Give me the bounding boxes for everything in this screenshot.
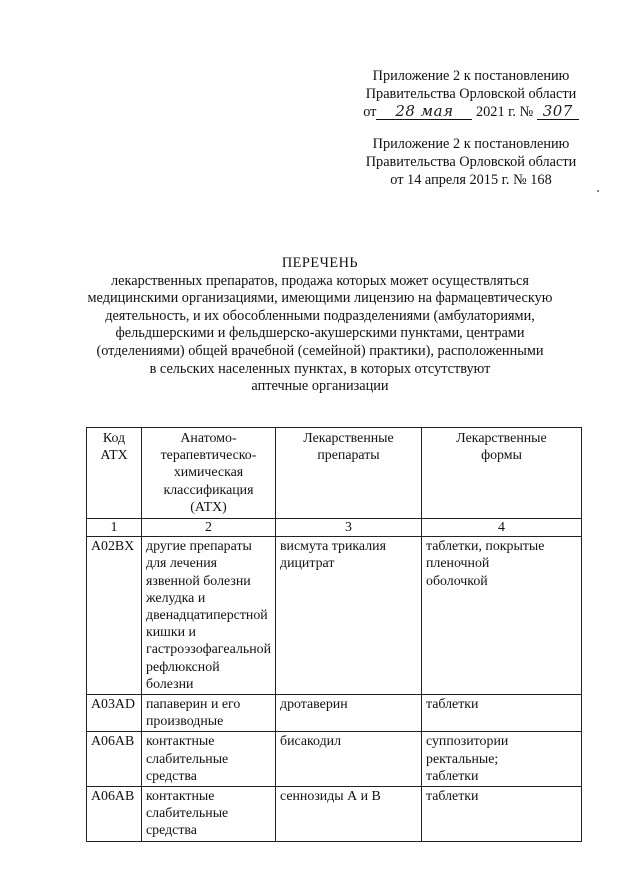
column-number-row — [87, 519, 582, 537]
classification-cell-line: двенадцатиперстной — [146, 608, 268, 624]
header-code-line: Код — [102, 431, 126, 446]
form-cell-line: таблетки — [426, 789, 479, 805]
appendix-original-line3: от 14 апреля 2015 г. № 168 — [390, 172, 552, 188]
form-cell-line: ректальные; — [426, 751, 499, 767]
date-prefix: от — [363, 104, 377, 120]
form-cell — [422, 787, 582, 842]
classification-cell-line: контактные — [146, 734, 215, 750]
handwritten-number: 307 — [537, 104, 579, 120]
classification-cell-line: слабительные — [146, 751, 229, 767]
classification-cell-line: кишки и — [146, 625, 196, 641]
table-row — [87, 787, 582, 842]
appendix-current-line1: Приложение 2 к постановлению — [372, 68, 570, 84]
header-forms-line: формы — [481, 448, 522, 464]
drug-cell-line: дицитрат — [280, 556, 335, 572]
form-cell — [422, 732, 582, 787]
drug-cell — [276, 732, 422, 787]
table-header-row — [87, 428, 582, 519]
classification-cell-line: контактные — [146, 789, 215, 805]
table-body — [87, 537, 582, 841]
drug-cell — [276, 695, 422, 732]
form-cell-line: суппозитории — [426, 734, 509, 750]
classification-cell-line: желудка и — [146, 590, 206, 606]
date-year: 2021 г. № — [476, 104, 534, 120]
form-cell-line: таблетки — [426, 768, 479, 784]
title-heading: ПЕРЕЧЕНЬ — [281, 255, 359, 271]
header-classification-line: терапевтическо- — [160, 448, 257, 464]
title-line: аптечные организации — [251, 378, 389, 395]
header-classification-line: классификация — [163, 482, 254, 498]
code-cell: A06AB — [87, 787, 142, 842]
title-line: в сельских населенных пунктах, в которых отсутствуют — [149, 360, 491, 377]
header-drugs-line: препараты — [317, 448, 380, 464]
drug-cell-line: сеннозиды А и В — [280, 789, 381, 805]
form-cell-line: оболочкой — [426, 573, 488, 589]
classification-cell — [142, 537, 276, 695]
appendix-original-line2: Правительства Орловской области — [365, 154, 577, 170]
header-classification-line: Анатомо- — [180, 431, 237, 446]
table-row — [87, 695, 582, 732]
header-drugs — [276, 428, 422, 519]
document-title — [60, 255, 580, 396]
drug-cell-line: дротаверин — [280, 697, 348, 713]
title-line: медицинскими организациями, имеющими лицензию на фармацевтическую — [87, 290, 553, 307]
classification-cell-line: гастроэзофагеальной — [146, 642, 272, 658]
form-cell — [422, 695, 582, 732]
classification-cell — [142, 695, 276, 732]
classification-cell-line: слабительные — [146, 806, 229, 822]
classification-cell-line: средства — [146, 823, 197, 839]
form-cell-line: таблетки — [426, 697, 479, 713]
form-cell-line: таблетки, покрытые — [426, 539, 545, 555]
classification-cell-line: папаверин и его — [146, 697, 241, 713]
header-forms — [422, 428, 582, 519]
classification-cell — [142, 787, 276, 842]
classification-cell-line: другие препараты — [146, 539, 252, 555]
header-classification-line: (АТХ) — [190, 499, 227, 515]
header-code-line: АТХ — [100, 448, 128, 464]
classification-cell-line: производные — [146, 714, 224, 730]
header-drugs-line: Лекарственные — [303, 431, 394, 446]
header-classification-line: химическая — [173, 465, 244, 481]
header-forms-line: Лекарственные — [456, 431, 547, 446]
form-cell — [422, 537, 582, 695]
classification-cell-line: язвенной болезни — [146, 573, 251, 589]
drug-cell — [276, 537, 422, 695]
classification-cell-line: для лечения — [146, 556, 218, 572]
classification-cell-line: болезни — [146, 676, 194, 692]
column-number: 2 — [142, 519, 276, 537]
appendix-current-line2: Правительства Орловской области — [365, 86, 577, 102]
classification-cell-line: рефлюксной — [146, 659, 220, 675]
column-number: 4 — [422, 519, 582, 537]
title-line: фельдшерскими и фельдшерско-акушерскими пунктами, центрами — [115, 325, 525, 342]
code-cell: A02BX — [87, 537, 142, 695]
drug-cell-line: висмута трикалия — [280, 539, 386, 555]
header-code — [87, 428, 142, 519]
code-cell: A03AD — [87, 695, 142, 732]
table-row — [87, 537, 582, 695]
drug-list-table — [86, 427, 582, 842]
handwritten-date: 28 мая — [376, 104, 472, 120]
form-cell-line: пленочной — [426, 556, 490, 572]
title-line: (отделениями) общей врачебной (семейной) практики), расположенными — [96, 342, 544, 359]
drug-cell-line: бисакодил — [280, 734, 342, 750]
column-number: 1 — [87, 519, 142, 537]
scan-speck — [597, 190, 599, 192]
appendix-original-line1: Приложение 2 к постановлению — [372, 136, 570, 152]
title-line: деятельность, и их обособленными подразделениями (амбулаториями, — [105, 307, 535, 324]
classification-cell — [142, 732, 276, 787]
drug-cell — [276, 787, 422, 842]
appendix-current-date-line — [346, 103, 596, 121]
appendix-current-block — [346, 67, 596, 121]
code-cell: A06AB — [87, 732, 142, 787]
appendix-original-block — [346, 135, 596, 189]
classification-cell-line: средства — [146, 768, 197, 784]
table-row — [87, 732, 582, 787]
header-classification — [142, 428, 276, 519]
column-number: 3 — [276, 519, 422, 537]
title-line: лекарственных препаратов, продажа которых может осуществляться — [111, 272, 529, 289]
